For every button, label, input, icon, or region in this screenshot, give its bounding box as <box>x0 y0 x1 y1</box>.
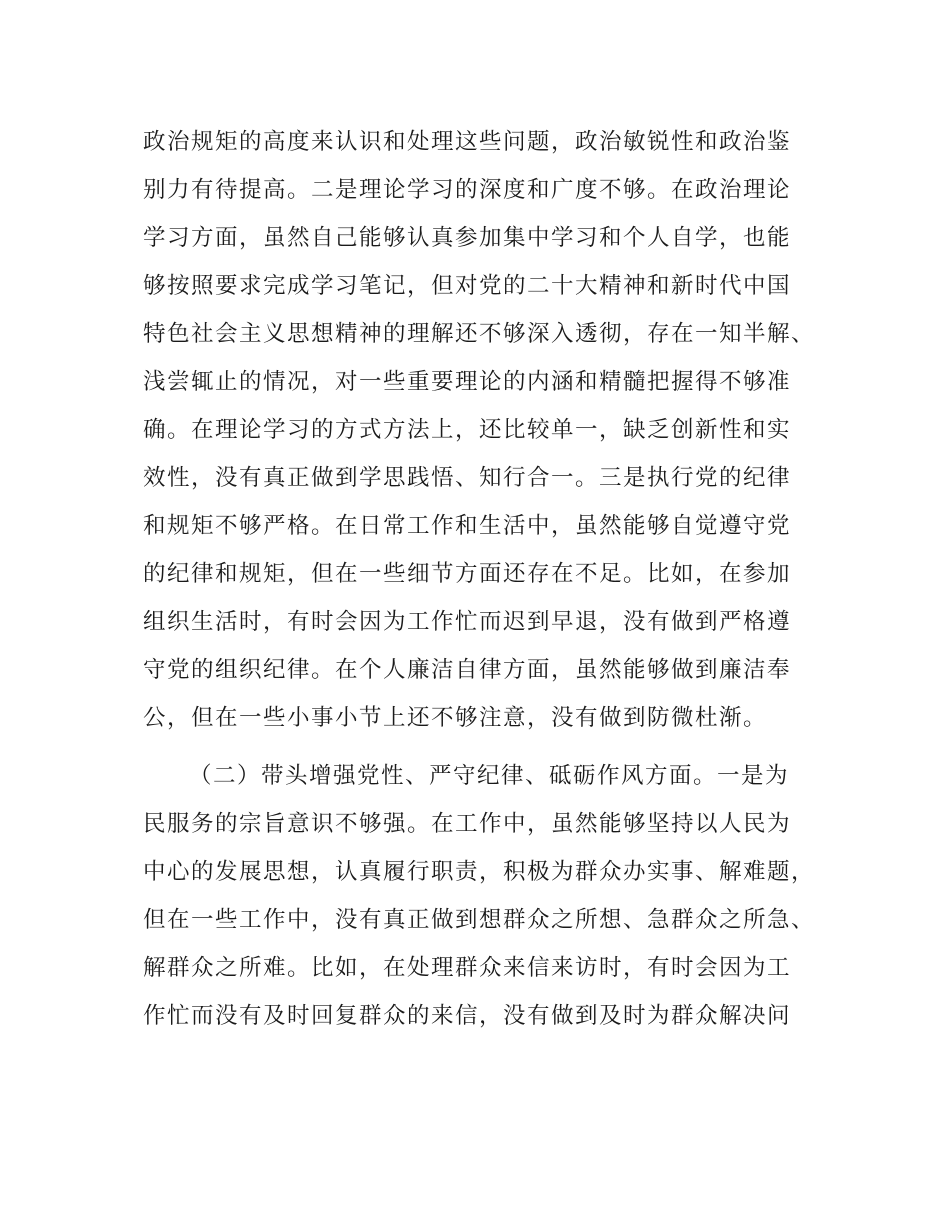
text-line: 民服务的宗旨意识不够强。在工作中，虽然能够坚持以人民为 <box>143 811 792 837</box>
text-line: 别力有待提高。二是理论学习的深度和广度不够。在政治理论 <box>143 177 792 203</box>
text-line: 的纪律和规矩，但在一些细节方面还存在不足。比如，在参加 <box>143 561 792 587</box>
text-line: 和规矩不够严格。在日常工作和生活中，虽然能够自觉遵守党 <box>143 513 792 539</box>
text-line: 够按照要求完成学习笔记，但对党的二十大精神和新时代中国 <box>143 273 792 299</box>
text-line: 作忙而没有及时回复群众的来信，没有做到及时为群众解决问 <box>143 1003 792 1029</box>
text-line: 守党的组织纪律。在个人廉洁自律方面，虽然能够做到廉洁奉 <box>143 657 792 683</box>
text-line: 效性，没有真正做到学思践悟、知行合一。三是执行党的纪律 <box>143 465 792 491</box>
text-line: 学习方面，虽然自己能够认真参加集中学习和个人自学，也能 <box>143 225 792 251</box>
text-line: 中心的发展思想，认真履行职责，积极为群众办实事、解难题， <box>143 859 816 885</box>
text-line: 但在一些工作中，没有真正做到想群众之所想、急群众之所急、 <box>143 907 816 933</box>
text-line: 组织生活时，有时会因为工作忙而迟到早退，没有做到严格遵 <box>143 609 792 635</box>
text-line: 解群众之所难。比如，在处理群众来信来访时，有时会因为工 <box>143 955 792 981</box>
text-line: 特色社会主义思想精神的理解还不够深入透彻，存在一知半解、 <box>143 321 816 347</box>
text-line: （二）带头增强党性、严守纪律、砥砺作风方面。一是为 <box>189 763 790 789</box>
text-line: 政治规矩的高度来认识和处理这些问题，政治敏锐性和政治鉴 <box>143 129 792 155</box>
text-line: 浅尝辄止的情况，对一些重要理论的内涵和精髓把握得不够准 <box>143 369 792 395</box>
text-line: 确。在理论学习的方式方法上，还比较单一，缺乏创新性和实 <box>143 417 792 443</box>
text-line: 公，但在一些小事小节上还不够注意，没有做到防微杜渐。 <box>143 705 768 731</box>
